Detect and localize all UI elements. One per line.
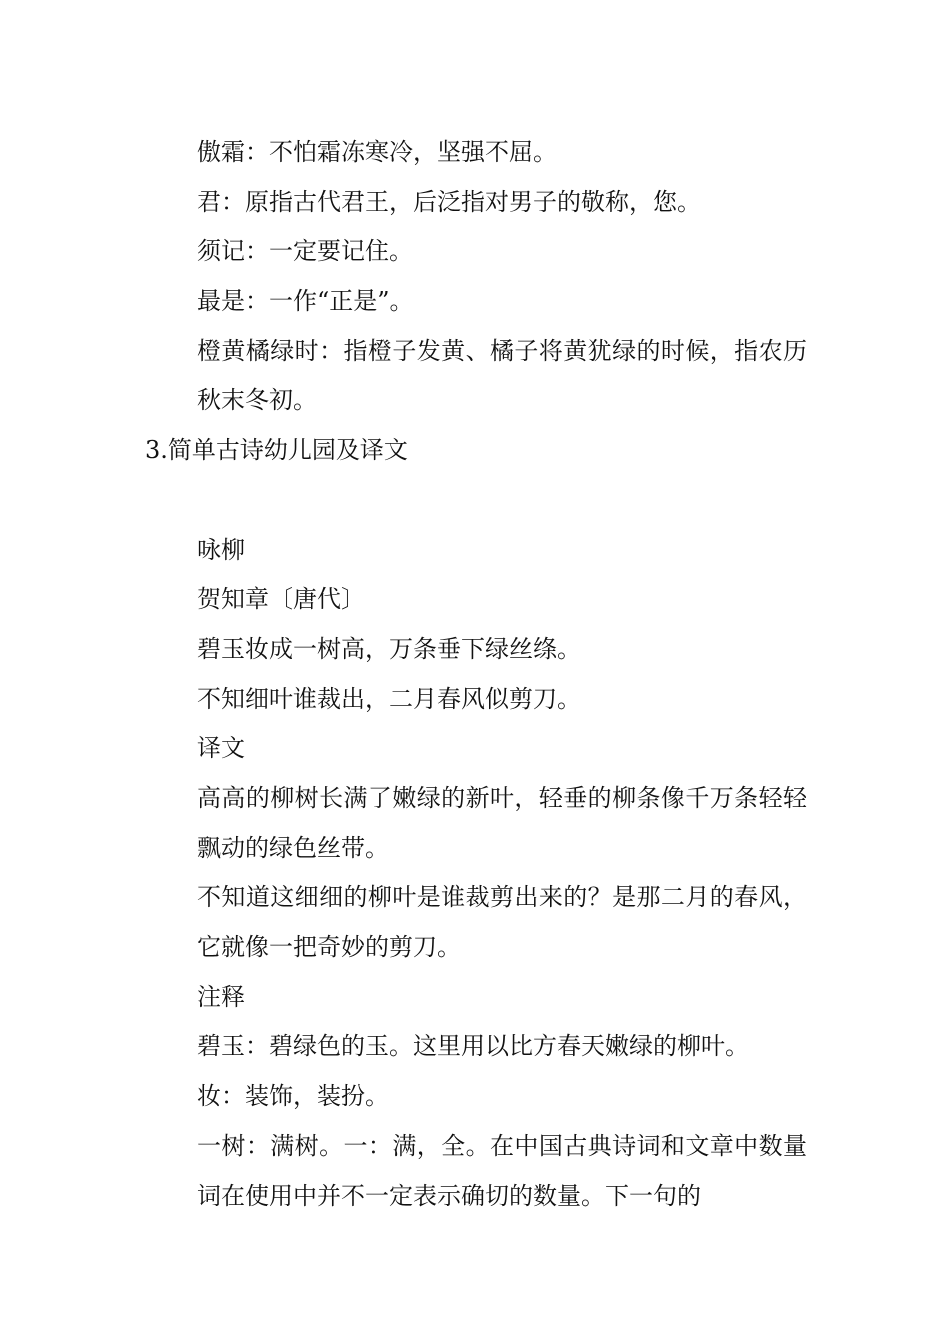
- poem-author: 贺知章〔唐代〕: [197, 585, 365, 614]
- blank-line: [145, 476, 807, 526]
- document-body: [145, 128, 807, 1221]
- poem-title: 咏柳: [197, 535, 245, 564]
- note-zuishi: 最是：一作“正是”。: [197, 287, 414, 316]
- translation-para-2: 不知道这细细的柳叶是谁裁剪出来的？是那二月的春风，它就像一把奇妙的剪刀。: [197, 883, 807, 962]
- section-heading: 3.简单古诗幼儿园及译文: [145, 436, 408, 465]
- translation-para-1: 高高的柳树长满了嫩绿的新叶，轻垂的柳条像千万条轻轻飘动的绿色丝带。: [197, 783, 807, 862]
- annotation-zhuang: 妆：装饰，装扮。: [197, 1082, 389, 1111]
- poem-line-2: 不知细叶谁裁出，二月春风似剪刀。: [197, 684, 581, 713]
- note-xuji: 须记：一定要记住。: [197, 237, 413, 266]
- annotation-heading: 注释: [197, 982, 245, 1011]
- note-jun: 君：原指古代君王，后泛指对男子的敬称，您。: [197, 187, 701, 216]
- translation-heading: 译文: [197, 734, 245, 763]
- note-aoshuang: 傲霜：不怕霜冻寒冷，坚强不屈。: [197, 138, 557, 166]
- annotation-biyu: 碧玉：碧绿色的玉。这里用以比方春天嫩绿的柳叶。: [197, 1032, 749, 1061]
- poem-line-1: 碧玉妆成一树高，万条垂下绿丝绦。: [197, 634, 581, 663]
- annotation-yishu: 一树：满树。一：满，全。在中国古典诗词和文章中数量词在使用中并不一定表示确切的数量。下一句的: [197, 1131, 807, 1210]
- note-chenghuang: 橙黄橘绿时：指橙子发黄、橘子将黄犹绿的时候，指农历秋末冬初。: [197, 336, 807, 415]
